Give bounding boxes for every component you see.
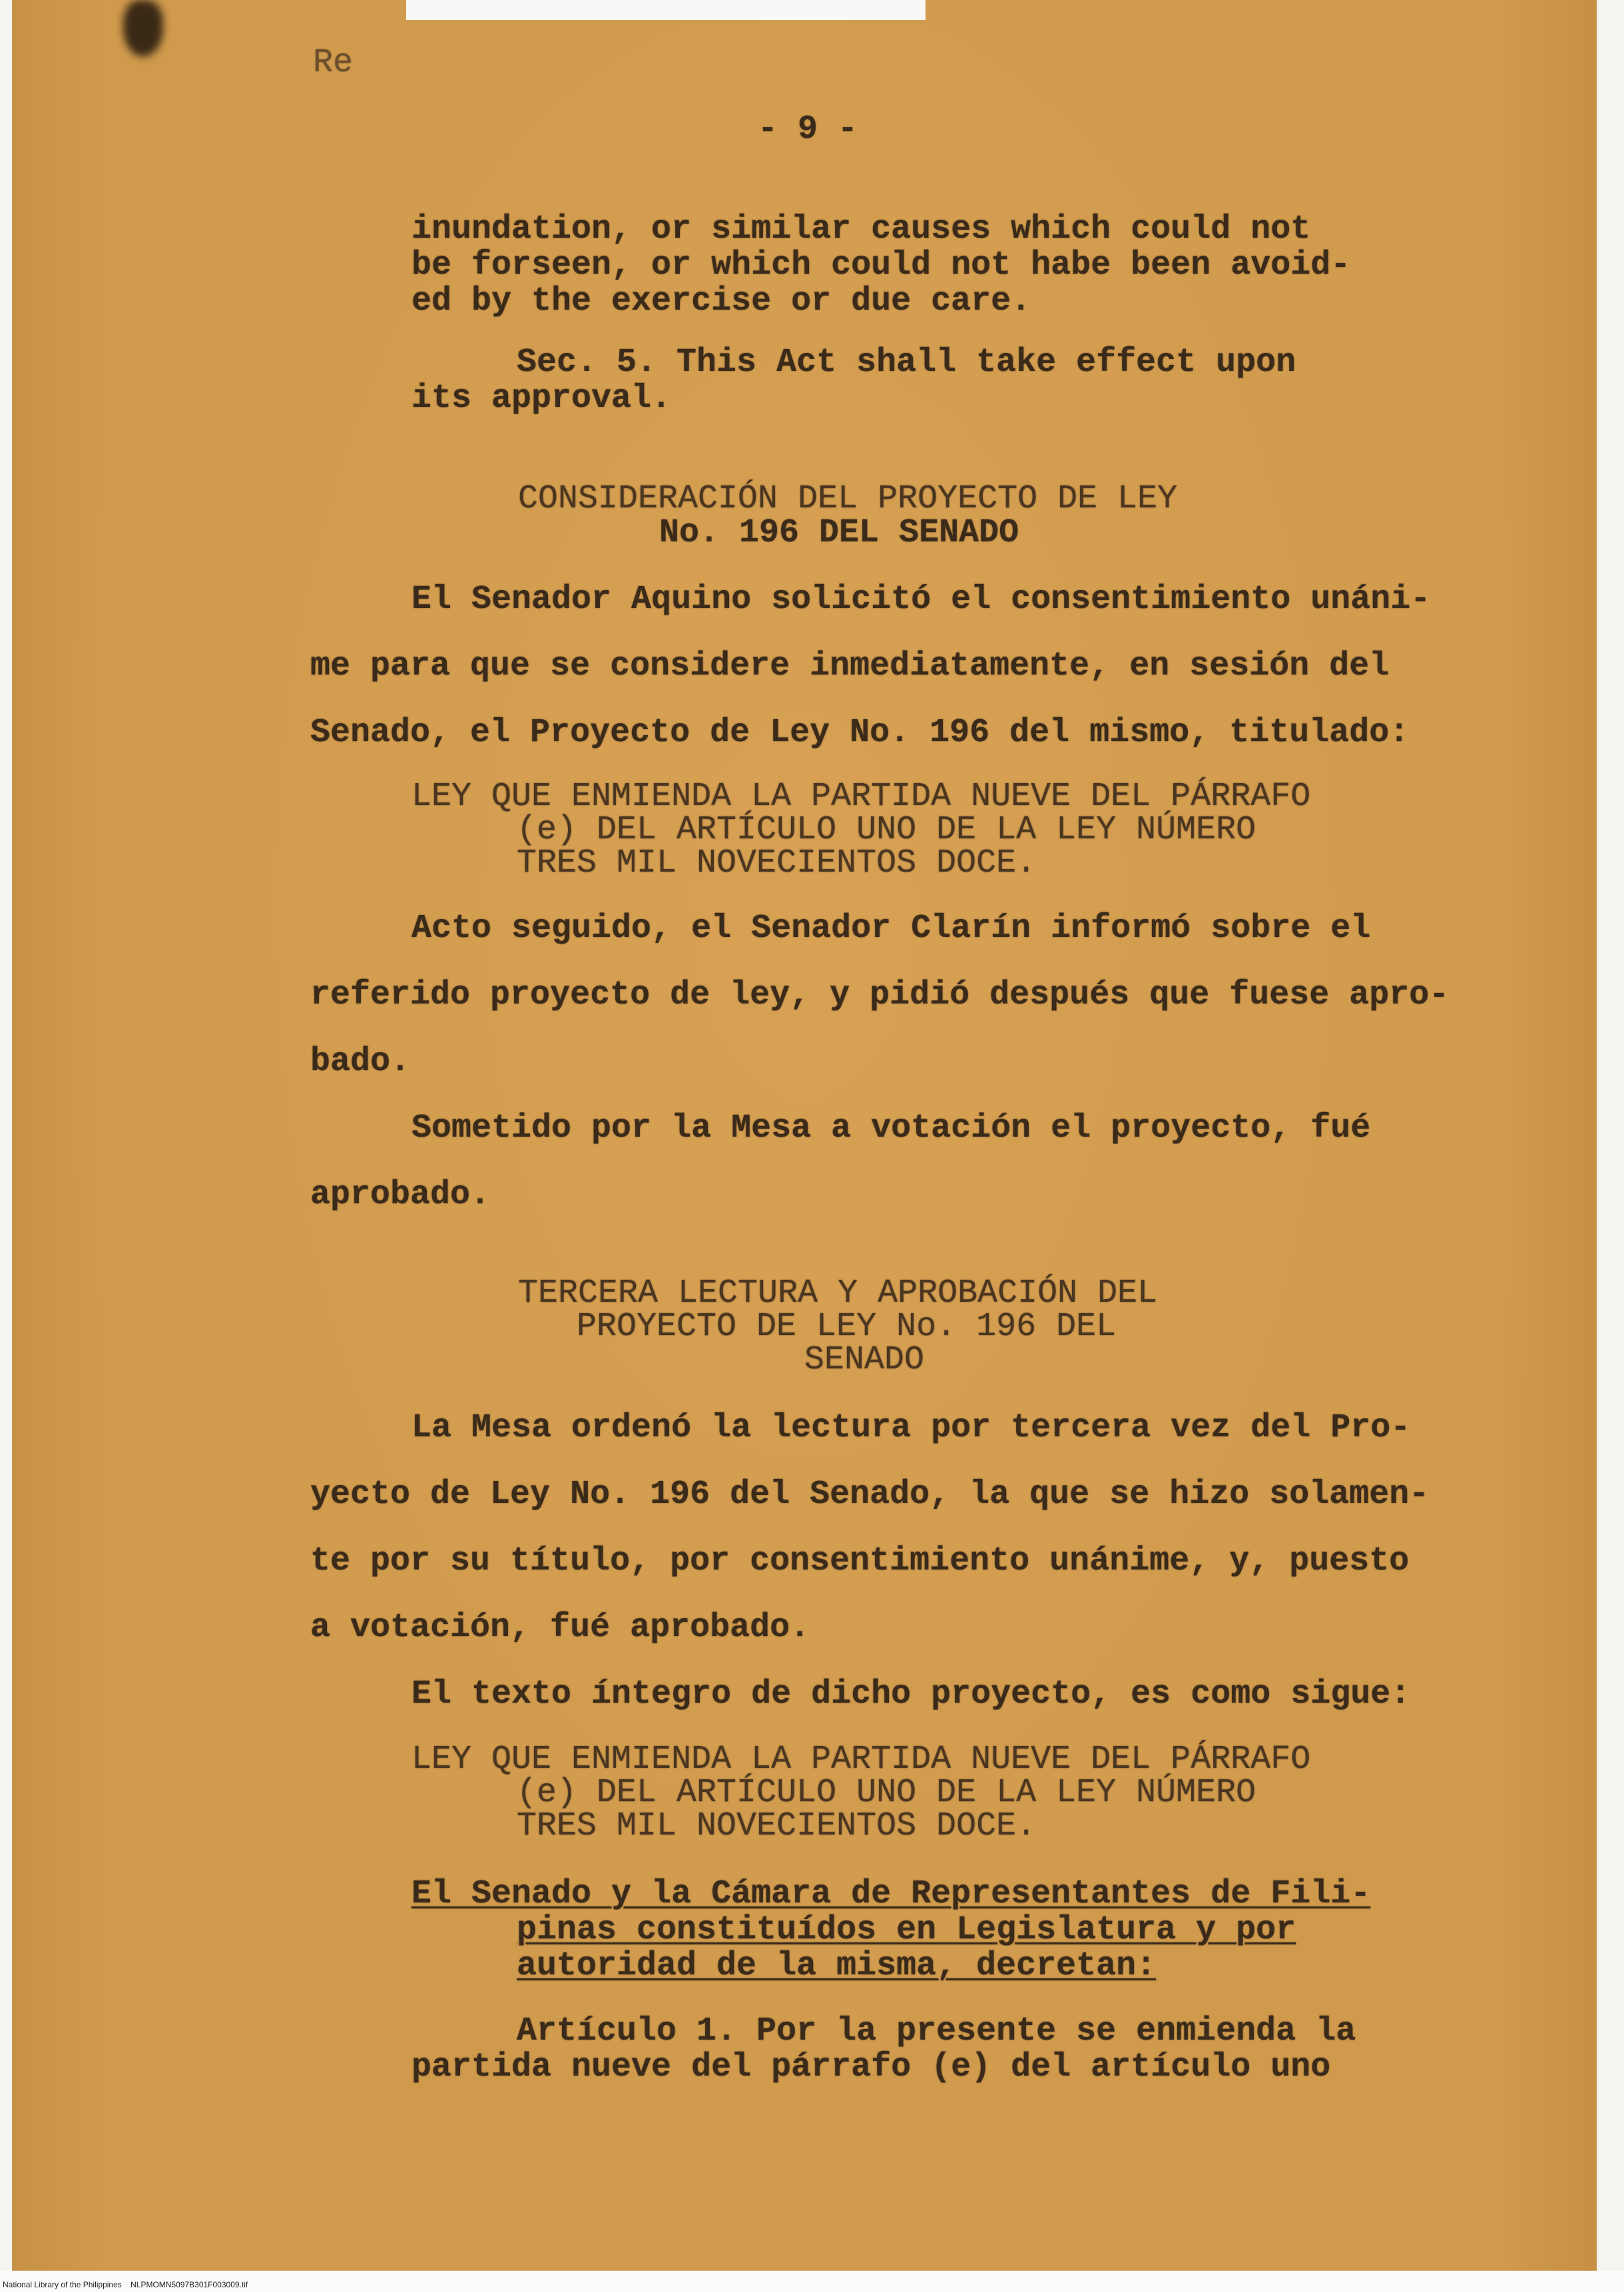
para4-line-3: te por su título, por consentimiento unánime, y, puesto bbox=[310, 1542, 1410, 1580]
para5-line-1: El texto íntegro de dicho proyecto, es como sigue: bbox=[411, 1675, 1411, 1713]
ink-blot bbox=[123, 0, 163, 57]
para2-line-1: Acto seguido, el Senador Clarín informó sobre el bbox=[411, 910, 1371, 948]
heading2-line-2: PROYECTO DE LEY No. 196 DEL bbox=[577, 1308, 1117, 1346]
para2-line-2: referido proyecto de ley, y pidió después que fuese apro- bbox=[310, 976, 1450, 1014]
para1-line-3: Senado, el Proyecto de Ley No. 196 del mismo, titulado: bbox=[310, 714, 1410, 752]
heading2-line-1: TERCERA LECTURA Y APROBACIÓN DEL bbox=[518, 1275, 1158, 1312]
title1-line-2: (e) DEL ARTÍCULO UNO DE LA LEY NÚMERO bbox=[517, 811, 1256, 849]
para1-line-1: El Senador Aquino solicitó el consentimiento unáni- bbox=[411, 581, 1431, 619]
para4-line-1: La Mesa ordenó la lectura por tercera vez del Pro- bbox=[411, 1409, 1411, 1447]
sec5-line-2: its approval. bbox=[411, 380, 672, 418]
para1-line-2: me para que se considere inmediatamente, en sesión del bbox=[310, 647, 1390, 685]
para3-line-1: Sometido por la Mesa a votación el proyecto, fué bbox=[411, 1109, 1371, 1147]
para4-line-2: yecto de Ley No. 196 del Senado, la que se hizo solamen- bbox=[310, 1476, 1430, 1514]
enacting-line-1: El Senado y la Cámara de Representantes de Fili- bbox=[411, 1875, 1371, 1913]
continuation-line-2: be forseen, or which could not habe been avoid- bbox=[411, 246, 1351, 284]
article1-line-1: Artículo 1. Por la presente se enmienda la bbox=[517, 2012, 1356, 2050]
heading1-line-1: CONSIDERACIÓN DEL PROYECTO DE LEY bbox=[518, 480, 1178, 518]
heading1-line-2: No. 196 DEL SENADO bbox=[659, 514, 1019, 552]
para2-line-3: bado. bbox=[310, 1043, 411, 1081]
title2-line-2: (e) DEL ARTÍCULO UNO DE LA LEY NÚMERO bbox=[517, 1774, 1256, 1812]
title2-line-1: LEY QUE ENMIENDA LA PARTIDA NUEVE DEL PÁRRAFO bbox=[411, 1741, 1311, 1779]
heading2-line-3: SENADO bbox=[804, 1341, 925, 1379]
page-number: - 9 - bbox=[758, 111, 858, 148]
scan-footer-label: National Library of the Philippines NLPMOMN5097B301F003009.tif bbox=[3, 2280, 248, 2289]
title2-line-3: TRES MIL NOVECIENTOS DOCE. bbox=[517, 1807, 1037, 1845]
continuation-line-1: inundation, or similar causes which could not bbox=[411, 210, 1311, 248]
enacting-line-2: pinas constituídos en Legislatura y por bbox=[517, 1911, 1296, 1949]
para4-line-4: a votación, fué aprobado. bbox=[310, 1609, 810, 1647]
title1-line-3: TRES MIL NOVECIENTOS DOCE. bbox=[517, 844, 1037, 882]
torn-top-edge bbox=[406, 0, 926, 20]
enacting-line-3: autoridad de la misma, decretan: bbox=[517, 1947, 1157, 1985]
margin-mark: Re bbox=[313, 44, 354, 82]
continuation-line-3: ed by the exercise or due care. bbox=[411, 282, 1031, 320]
para3-line-2: aprobado. bbox=[310, 1176, 491, 1214]
sec5-line-1: Sec. 5. This Act shall take effect upon bbox=[517, 344, 1296, 382]
article1-line-2: partida nueve del párrafo (e) del artículo uno bbox=[411, 2048, 1331, 2086]
title1-line-1: LEY QUE ENMIENDA LA PARTIDA NUEVE DEL PÁRRAFO bbox=[411, 778, 1311, 816]
